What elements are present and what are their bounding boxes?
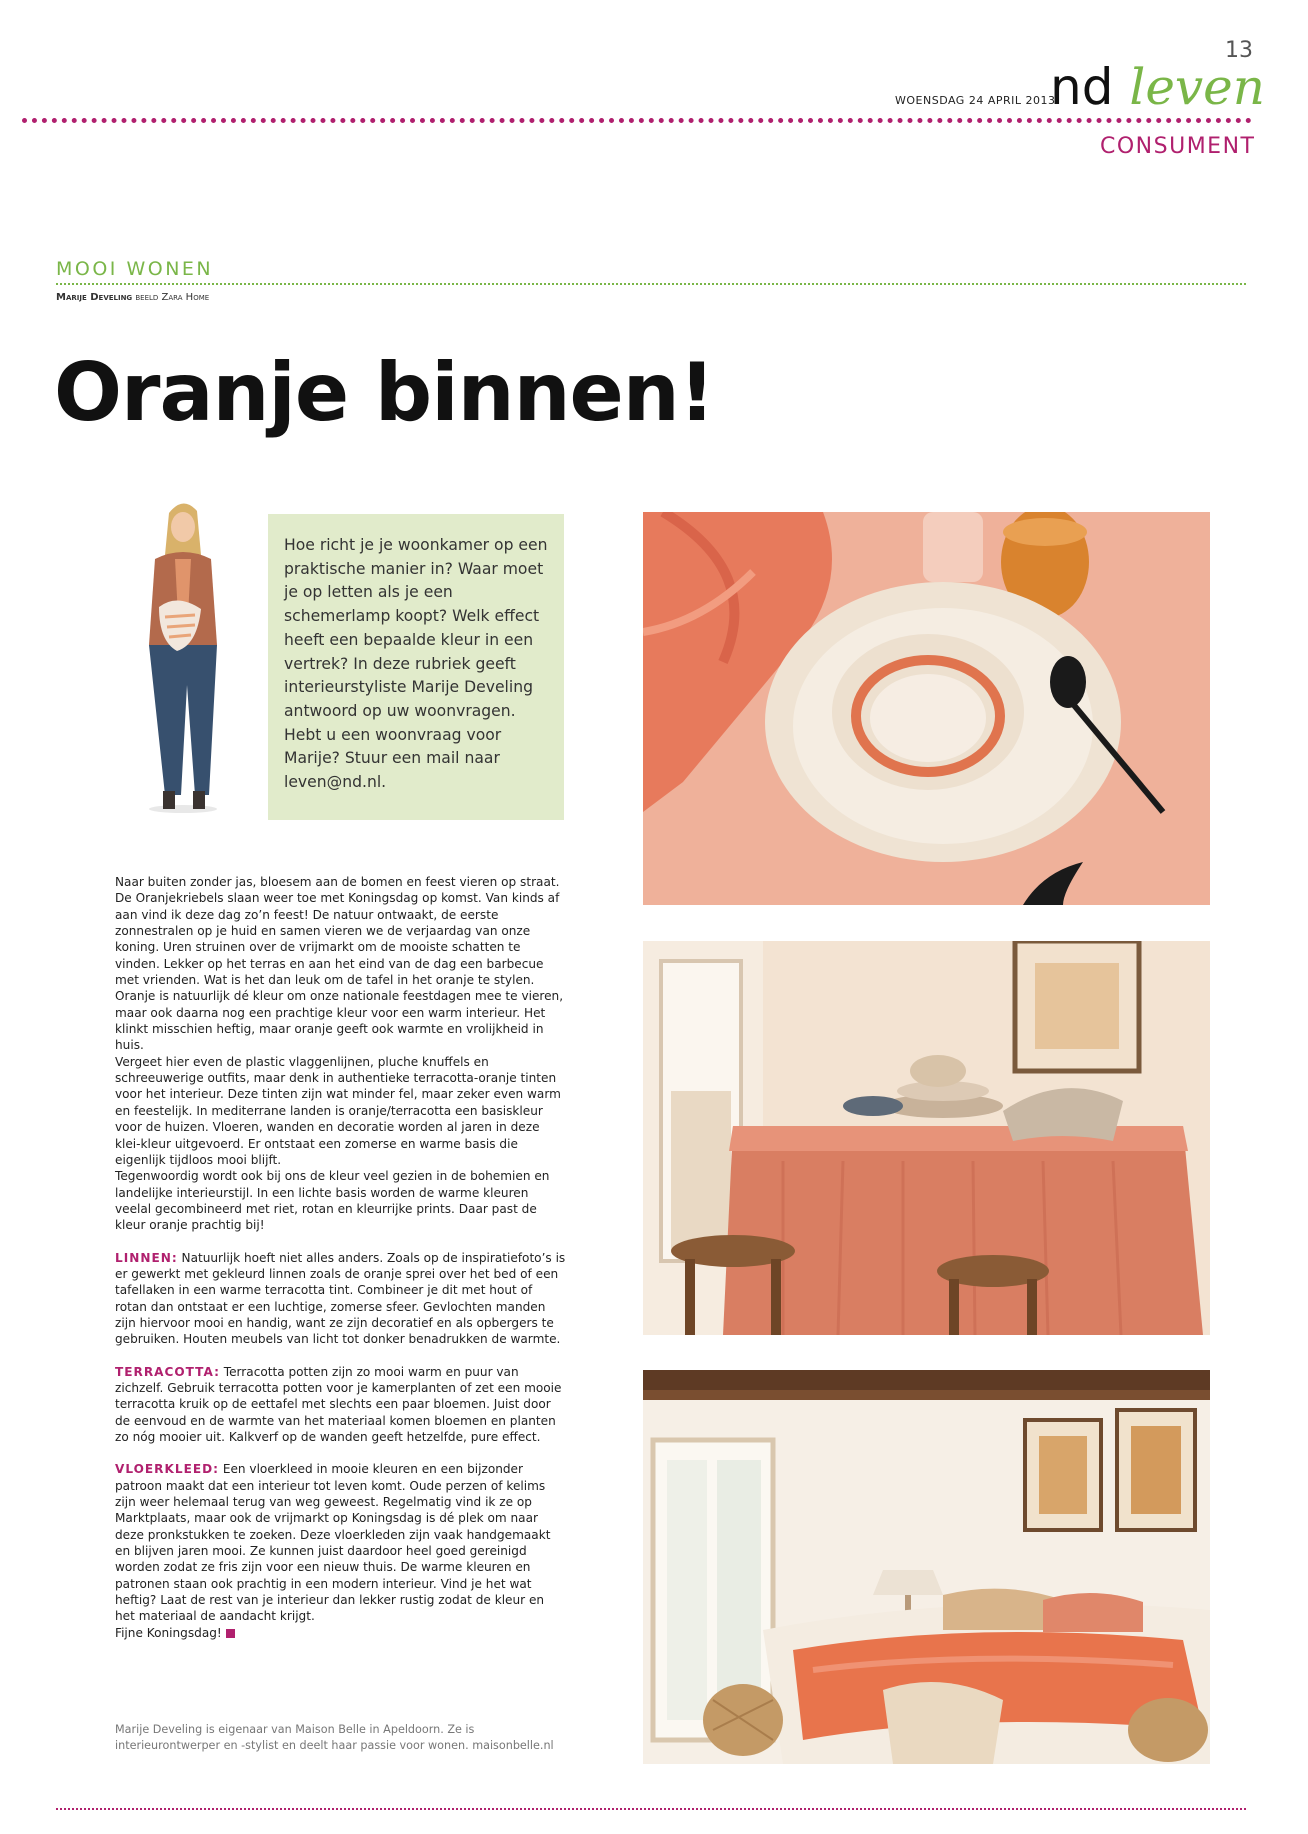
linnen-lead: LINNEN: bbox=[115, 1250, 178, 1265]
section-label: CONSUMENT bbox=[1100, 134, 1256, 159]
page-number: 13 bbox=[1225, 38, 1253, 63]
linnen-paragraph bbox=[115, 1250, 567, 1348]
masthead-leven: leven bbox=[1129, 58, 1265, 116]
end-mark-icon bbox=[226, 1629, 235, 1638]
author-portrait bbox=[125, 495, 245, 815]
vloerkleed-lead: VLOERKLEED: bbox=[115, 1462, 219, 1477]
byline-author: Marije Develing bbox=[56, 292, 133, 303]
masthead-logo bbox=[1050, 58, 1265, 116]
vloerkleed-text: Een vloerkleed in mooie kleuren en een bijzonder patroon maakt dat een interieur tot leven komt. Oude perzen of kelims zijn weer helemaal terug van weg geweest. Regelmatig vind ik ze op Marktplaats, maar ook de vrijmarkt op Koningsdag is dé plek om naar deze pronkstukken te zoeken. Deze vloerkleden zijn vaak handgemaakt en blijven jaren mooi. Ze kunnen juist daardoor heel goed gereinigd worden zodat ze fris zijn voor een nieuw thuis. De warme kleuren en patronen staan ook prachtig in een modern interieur. Vind je het wat heftig? Laat de rest van je interieur dan lekker rustig zodat de kleur en het materiaal de aandacht krijgt. bbox=[115, 1462, 551, 1624]
closing-text: Fijne Koningsdag! bbox=[115, 1625, 222, 1640]
header-divider bbox=[22, 118, 1252, 123]
byline-credit: beeld Zara Home bbox=[135, 292, 210, 303]
kicker: MOOI WONEN bbox=[56, 258, 214, 280]
issue-date: WOENSDAG 24 APRIL 2013 bbox=[895, 94, 1056, 107]
body-paragraph: Naar buiten zonder jas, bloesem aan de bomen en feest vieren op straat. De Oranjekriebels slaan weer toe met Koningsdag op komst. Van kinds af aan vind ik deze dag zo’n feest! De natuur ontwaakt, de eerste zonnestralen op je huid en samen vieren we de verjaardag van onze koning. Uren struinen over de vrijmarkt om de mooiste schatten te vinden. Lekker op het terras en aan het eind van de dag een barbecue met vrienden. Wat is het dan leuk om de tafel in het oranje te stylen. Oranje is natuurlijk dé kleur om onze nationale feestdagen mee te vieren, maar ook daarna nog een prachtige kleur voor een warm interieur. Het klinkt misschien heftig, maar oranje geeft ook warmte en vrolijkheid in huis. bbox=[115, 875, 564, 1053]
masthead-nd: nd bbox=[1050, 58, 1114, 116]
body-paragraph: Tegenwoordig wordt ook bij ons de kleur veel gezien in de bohemien en landelijke interieurstijl. In een lichte basis worden de warme kleuren veelal gecombineerd met riet, rotan en kleurrijke prints. Daar past de kleur oranje prachtig bij! bbox=[115, 1169, 550, 1233]
byline bbox=[56, 292, 209, 303]
kicker-divider bbox=[56, 283, 1246, 285]
photo-table-setting bbox=[643, 512, 1210, 905]
photo-dining-room bbox=[643, 941, 1210, 1335]
closing-line bbox=[115, 1625, 567, 1641]
intro-box: Hoe richt je je woonkamer op een praktische manier in? Waar moet je op letten als je een schemerlamp koopt? Welk effect heeft een bepaalde kleur in een vertrek? In deze rubriek geeft interieurstyliste Marije Develing antwoord op uw woonvragen. Hebt u een woonvraag voor Marije? Stuur een mail naar leven@nd.nl. bbox=[268, 514, 564, 820]
terracotta-paragraph bbox=[115, 1364, 567, 1446]
vloerkleed-paragraph bbox=[115, 1461, 567, 1624]
terracotta-lead: TERRACOTTA: bbox=[115, 1364, 220, 1379]
terracotta-text: Terracotta potten zijn zo mooi warm en puur van zichzelf. Gebruik terracotta potten voor je kamerplanten of zet een mooie terracotta kruik op de eettafel met slechts een paar bloemen. Juist door de eenvoud en de warmte van het materiaal komen bloemen en planten zo nóg mooier uit. Kalkverf op de wanden geeft hetzelfde, pure effect. bbox=[115, 1364, 562, 1444]
linnen-text: Natuurlijk hoeft niet alles anders. Zoals op de inspiratiefoto’s is er gewerkt met gekleurd linnen zoals de oranje sprei over het bed of een tafellaken in een warme terracotta tint. Combineer je dit met hout of rotan dan ontstaat er een luchtige, zomerse sfeer. Gevlochten manden zijn hiervoor mooi en handig, want ze zijn decoratief en als opbergers te gebruiken. Houten meubels van licht tot donker benadrukken de warmte. bbox=[115, 1250, 566, 1347]
body-paragraph: Vergeet hier even de plastic vlaggenlijnen, pluche knuffels en schreeuwerige outfits, maar denk in authentieke terracotta-oranje tinten voor het interieur. Deze tinten zijn wat minder fel, maar zeker even warm en feestelijk. In mediterrane landen is oranje/terracotta een basiskleur voor de huizen. Vloeren, wanden en decoratie worden al jaren in deze klei-kleur uitgevoerd. Er ontstaat een zomerse en warme basis die eigenlijk tijdloos mooi blijft. bbox=[115, 1054, 561, 1167]
bottom-divider bbox=[56, 1808, 1246, 1810]
article-body bbox=[115, 874, 567, 1641]
photo-bedroom bbox=[643, 1370, 1210, 1764]
headline: Oranje binnen! bbox=[54, 346, 715, 439]
author-footnote: Marije Develing is eigenaar van Maison Belle in Apeldoorn. Ze is interieurontwerper en -stylist en deelt haar passie voor wonen. maisonbelle.nl bbox=[115, 1723, 554, 1753]
